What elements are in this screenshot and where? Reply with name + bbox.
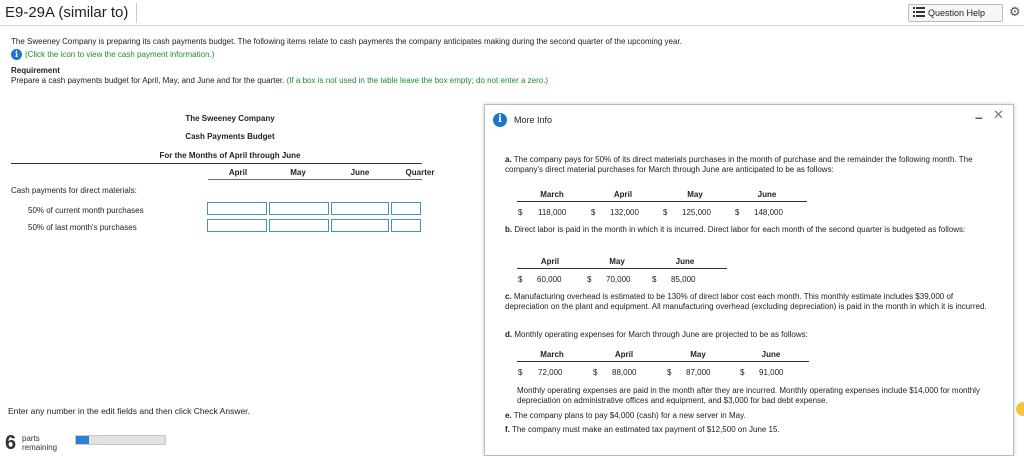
info-icon: i	[493, 113, 507, 127]
b-header-may: May	[609, 257, 625, 266]
col-header-quarter: Quarter	[405, 168, 435, 177]
cell-last-june[interactable]	[331, 219, 389, 232]
section-label: Cash payments for direct materials:	[11, 186, 137, 195]
budget-company: The Sweeney Company	[185, 114, 275, 123]
d-dollar-1: $	[518, 368, 523, 377]
item-e	[505, 411, 995, 421]
list-icon	[913, 7, 925, 19]
b-rule	[517, 268, 727, 269]
requirement-text	[11, 76, 548, 85]
row-label-current: 50% of current month purchases	[28, 206, 144, 215]
row-label-last: 50% of last month's purchases	[28, 223, 137, 232]
a-value-june: 148,000	[754, 208, 783, 217]
budget-period: For the Months of April through June	[159, 151, 301, 160]
parts-count: 6	[5, 432, 17, 454]
d-value-may: 87,000	[686, 368, 711, 377]
item-a-label: a.	[505, 155, 512, 164]
cell-last-may[interactable]	[269, 219, 329, 232]
item-f-text: The company must make an estimated tax payment of $12,500 on June 15.	[511, 425, 780, 434]
b-header-june: June	[675, 257, 695, 266]
a-value-may: 125,000	[682, 208, 711, 217]
b-value-june: 85,000	[671, 275, 696, 284]
cell-current-june[interactable]	[331, 202, 389, 215]
dialog-title: More Info	[514, 115, 553, 125]
a-rule	[517, 201, 807, 202]
item-b-label: b.	[505, 225, 513, 234]
d-value-june: 91,000	[759, 368, 784, 377]
b-dollar-2: $	[587, 275, 592, 284]
item-a-text: The company pays for 50% of its direct materials purchases in the month of purchase and the remainder the following month. The company's direct material purchases for March through June are anticipated to be as follows:	[505, 155, 973, 174]
a-value-march: 118,000	[538, 208, 567, 217]
b-dollar-3: $	[652, 275, 657, 284]
progress-bar	[75, 435, 166, 445]
table-rule	[11, 163, 422, 164]
cell-current-quarter[interactable]	[391, 202, 421, 215]
d-header-june: June	[761, 350, 781, 359]
requirement-body: Prepare a cash payments budget for April, May, and June and for the quarter.	[11, 76, 285, 85]
d-header-may: May	[690, 350, 706, 359]
item-d	[505, 330, 995, 340]
d-value-april: 88,000	[612, 368, 637, 377]
item-e-text: The company plans to pay $4,000 (cash) for a new server in May.	[513, 411, 746, 420]
requirement-heading: Requirement	[11, 66, 60, 75]
d-dollar-4: $	[740, 368, 745, 377]
cell-current-may[interactable]	[269, 202, 329, 215]
a-header-april: April	[613, 190, 633, 199]
item-b-text: Direct labor is paid in the month in which it is incurred. Direct labor for each month of the second quarter is budgeted as follows:	[514, 225, 966, 234]
item-e-label: e.	[505, 411, 512, 420]
d-header-april: April	[614, 350, 634, 359]
info-link-text: (Click the icon to view the cash payment information.)	[25, 50, 215, 59]
b-header-april: April	[540, 257, 560, 266]
item-b	[505, 225, 995, 235]
problem-intro: The Sweeney Company is preparing its cash payments budget. The following items relate to cash payments the company anticipates making during the second quarter of the upcoming year.	[11, 37, 682, 46]
more-info-dialog	[484, 104, 1014, 456]
col-header-june: June	[350, 168, 370, 177]
d-dollar-3: $	[667, 368, 672, 377]
item-d-label: d.	[505, 330, 513, 339]
a-dollar-2: $	[591, 208, 596, 217]
cell-last-quarter[interactable]	[391, 219, 421, 232]
item-a	[505, 155, 995, 175]
top-bar	[0, 0, 1024, 26]
close-icon[interactable]: ✕	[993, 107, 1004, 122]
parts-label	[22, 434, 57, 452]
d-header-march: March	[540, 350, 564, 359]
cell-current-april[interactable]	[207, 202, 267, 215]
budget-title: Cash Payments Budget	[185, 132, 275, 141]
divider	[136, 3, 137, 23]
header-rule	[208, 179, 422, 180]
gear-icon[interactable]: ⚙	[1009, 4, 1021, 19]
b-value-april: 60,000	[537, 275, 562, 284]
cell-last-april[interactable]	[207, 219, 267, 232]
a-header-may: May	[687, 190, 703, 199]
item-f	[505, 425, 995, 435]
requirement-note: (If a box is not used in the table leave the box empty; do not enter a zero.)	[286, 76, 549, 85]
a-header-march: March	[540, 190, 564, 199]
item-c-label: c.	[505, 292, 512, 301]
b-dollar-1: $	[518, 275, 523, 284]
a-dollar-1: $	[518, 208, 523, 217]
a-dollar-4: $	[735, 208, 740, 217]
item-d-text: Monthly operating expenses for March through June are projected to be as follows:	[514, 330, 808, 339]
item-f-label: f.	[505, 425, 510, 434]
minimize-icon[interactable]: –	[975, 109, 983, 125]
item-c	[505, 292, 995, 312]
d-dollar-2: $	[593, 368, 598, 377]
a-header-june: June	[757, 190, 777, 199]
dialog-header	[493, 113, 552, 127]
question-help-button[interactable]	[908, 4, 1003, 22]
item-c-text: Manufacturing overhead is estimated to be 130% of direct labor cost each month. This monthly estimate includes $39,000 of depreciation on the plant and equipment. All manufacturing overhead (excluding depreciation) is paid in the month in which it is incurred.	[505, 292, 987, 311]
d-value-march: 72,000	[538, 368, 563, 377]
info-icon[interactable]: i	[11, 49, 22, 60]
col-header-may: May	[290, 168, 306, 177]
question-help-label: Question Help	[928, 8, 986, 18]
page-title: E9-29A (similar to)	[5, 4, 129, 21]
a-value-april: 132,000	[610, 208, 639, 217]
info-link[interactable]	[11, 49, 214, 60]
parts-label-line2: remaining	[22, 443, 58, 452]
side-tab[interactable]	[1016, 402, 1024, 416]
progress-fill	[76, 436, 89, 444]
col-header-april: April	[228, 168, 248, 177]
d-note: Monthly operating expenses are paid in the month after they are incurred. Monthly operating expenses include $14,000 for monthly depreciation on administrative offices and equipment, and $3,000 for bad debt expense.	[517, 386, 980, 405]
parts-label-line1: parts	[22, 434, 40, 443]
d-rule	[517, 361, 809, 362]
b-value-may: 70,000	[606, 275, 631, 284]
a-dollar-3: $	[663, 208, 668, 217]
instruction-text: Enter any number in the edit fields and then click Check Answer.	[8, 406, 250, 416]
